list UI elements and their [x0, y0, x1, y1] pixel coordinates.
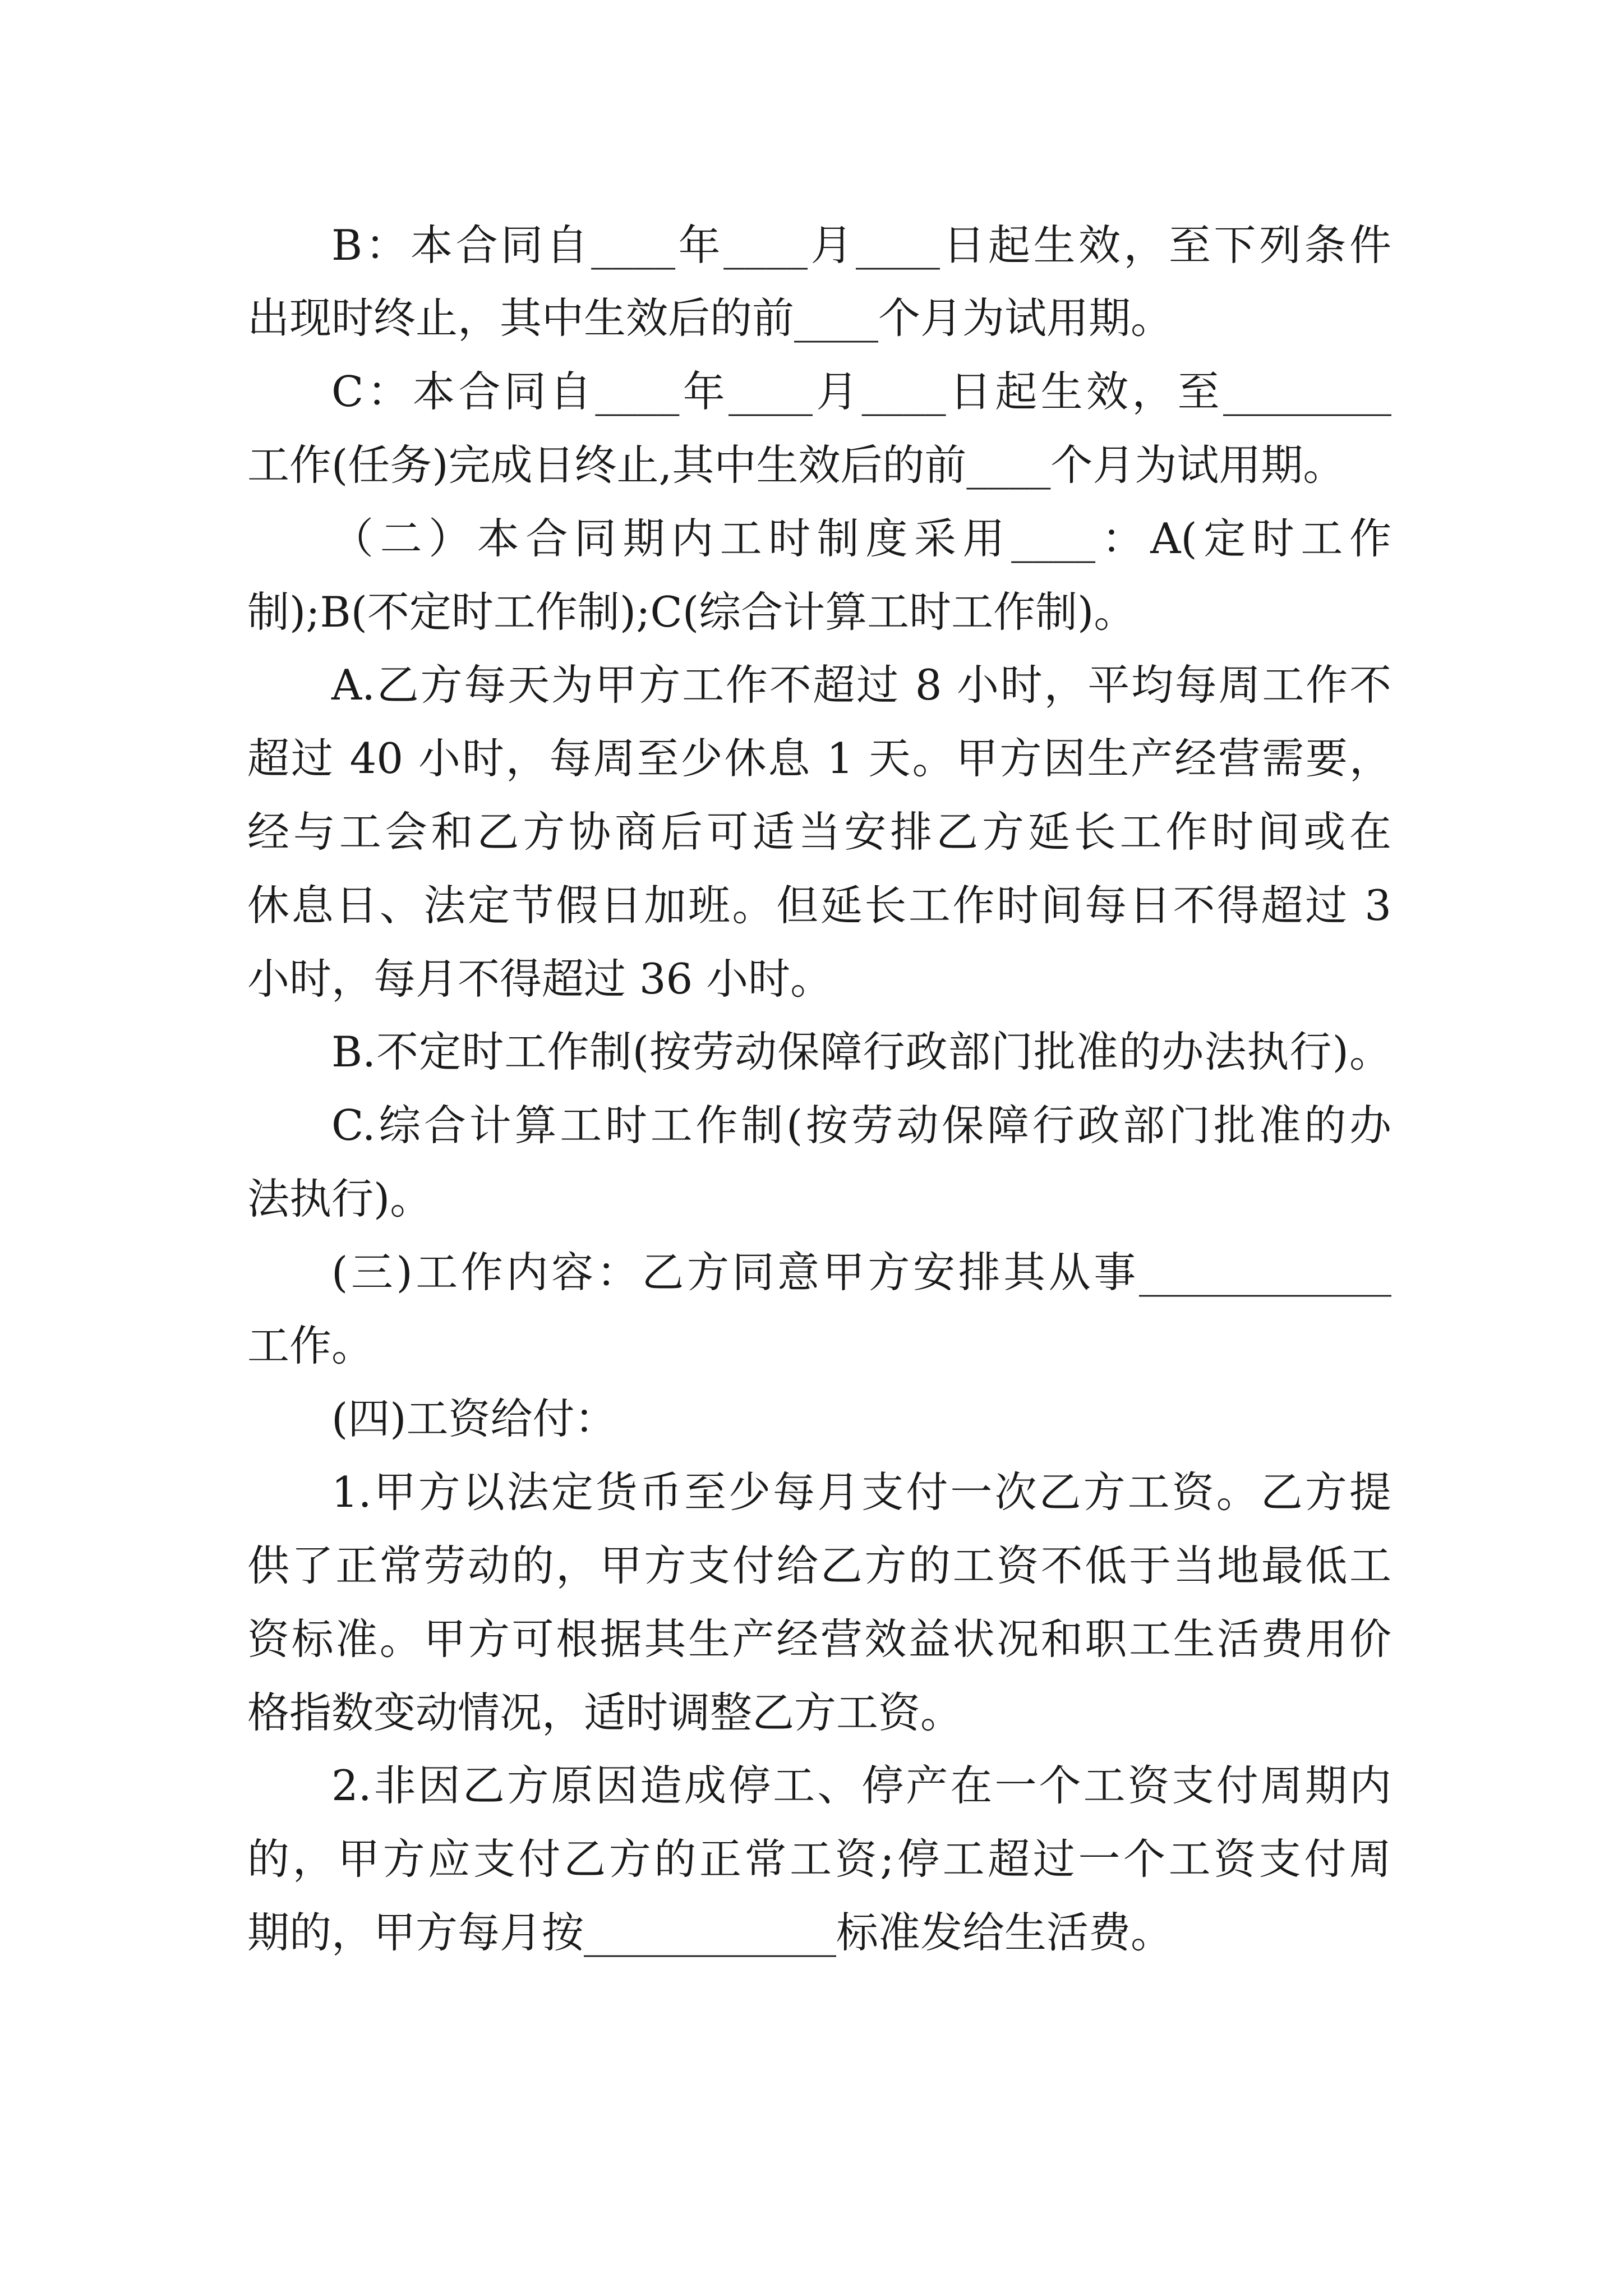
text-line: 超过 40 小时，每周至少休息 1 天。甲方因生产经营需要，: [247, 734, 1391, 783]
text-line: C：本合同自____年____月____日起生效，至________: [331, 367, 1391, 416]
text-line: 1.甲方以法定货币至少每月支付一次乙方工资。乙方提: [331, 1467, 1391, 1517]
text-line: (三)工作内容：乙方同意甲方安排其从事____________: [331, 1248, 1391, 1297]
text-line: 工作(任务)完成日终止,其中生效后的前____个月为试用期。: [247, 440, 1345, 490]
text-line: 期的，甲方每月按____________标准发给生活费。: [247, 1908, 1173, 1957]
text-line: 供了正常劳动的，甲方支付给乙方的工资不低于当地最低工: [247, 1541, 1391, 1590]
text-line: C.综合计算工时工作制(按劳动保障行政部门批准的办: [331, 1101, 1391, 1150]
text-line: 休息日、法定节假日加班。但延长工作时间每日不得超过 3: [247, 881, 1391, 930]
text-line: A.乙方每天为甲方工作不超过 8 小时，平均每周工作不: [331, 660, 1391, 710]
text-line: 小时，每月不得超过 36 小时。: [247, 954, 833, 1004]
text-line: 经与工会和乙方协商后可适当安排乙方延长工作时间或在: [247, 807, 1391, 857]
text-line: (四)工资给付：: [331, 1394, 617, 1443]
text-line: 出现时终止，其中生效后的前____个月为试用期。: [247, 293, 1173, 343]
text-line: 资标准。甲方可根据其生产经营效益状况和职工生活费用价: [247, 1614, 1391, 1664]
text-line: B：本合同自____年____月____日起生效，至下列条件: [331, 220, 1391, 270]
text-line: 制);B(不定时工作制);C(综合计算工时工作制)。: [247, 587, 1136, 637]
text-line: 工作。: [247, 1321, 374, 1370]
text-line: （二）本合同期内工时制度采用____：A(定时工作: [331, 514, 1391, 563]
text-line: 2.非因乙方原因造成停工、停产在一个工资支付周期内: [331, 1761, 1391, 1810]
text-line: 的，甲方应支付乙方的正常工资;停工超过一个工资支付周: [247, 1834, 1391, 1884]
text-line: 格指数变动情况，适时调整乙方工资。: [247, 1688, 963, 1737]
text-line: 法执行)。: [247, 1174, 432, 1223]
text-line: B.不定时工作制(按劳动保障行政部门批准的办法执行)。: [331, 1027, 1391, 1076]
